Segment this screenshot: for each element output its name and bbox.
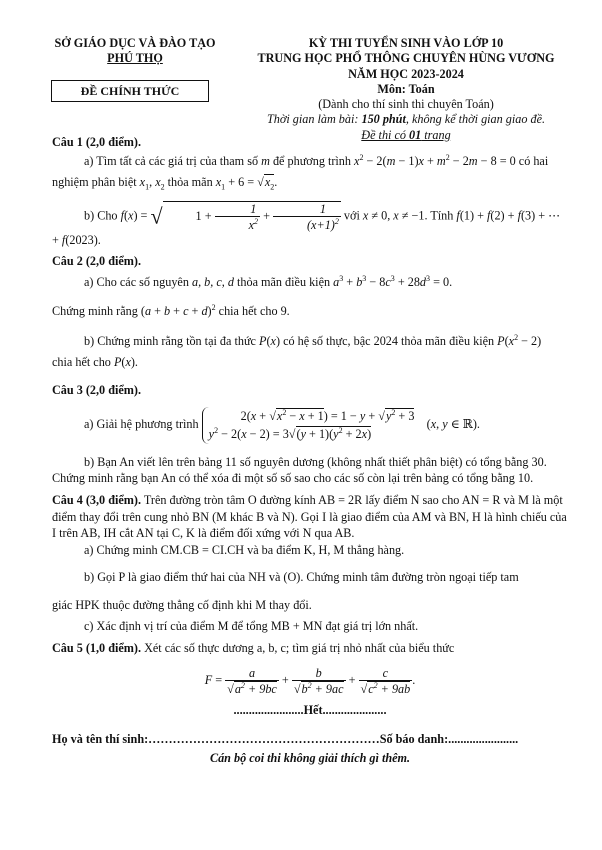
for-whom: (Dành cho thí sinh thi chuyên Toán)	[318, 97, 494, 111]
q2-title: Câu 2 (2,0 điểm).	[52, 253, 142, 268]
q2-a: a) Cho các số nguyên a, b, c, d thỏa mãn điều kiện $a^3 + b^3 - 8c^3 + 28d^3 = 0$.	[84, 274, 453, 290]
time-limit: Thời gian làm bài: 150 phút, không kể thời gian giao đề.	[266, 112, 546, 127]
q5: Câu 5 (1,0 điểm). Xét các số thực dương a, b, c; tìm giá trị nhỏ nhất của biểu thức	[52, 640, 455, 655]
province-name: PHÚ THỌ	[107, 51, 163, 66]
q4-c: c) Xác định vị trí của điểm M để tổng MB + MN đạt giá trị lớn nhất.	[84, 619, 419, 634]
q4-b: b) Gọi P là giao điểm thứ hai của NH và (O). Chứng minh tâm đường tròn ngoại tiếp tam	[84, 570, 519, 585]
q2-b: b) Chứng minh rằng tồn tại đa thức P(x) có hệ số thực, bậc 2024 thỏa mãn điều kiện $P(x^2 - 2)$	[84, 333, 542, 349]
q1-title: Câu 1 (2,0 điểm).	[52, 135, 142, 149]
q1-b: b) Cho f(x) = √ 1 + $\frac{1}{x^2}$ + $\frac{1}{(x+1)^2}$ với x ≠ 0, x ≠ −1. Tính f(1) + f(2) + f(3) + ⋯ + f(2023).	[52, 202, 561, 248]
q4-intro: Câu 4 (3,0 điểm). Trên đường tròn tâm O đường kính AB = 2R lấy điểm N sao cho AN = R và M là một điểm thay đổi trên cung nhỏ BN (M khác B và N). Gọi I là giao điểm của AM và BN, H là hình chiếu của I trên AB, IH cắt AN tại C, K là điểm đối xứng với N qua AB.	[52, 493, 567, 541]
q2-b-cont: chia hết cho P(x).	[52, 354, 138, 369]
exam-header	[236, 36, 576, 143]
department-header	[40, 36, 230, 67]
q4-b-cont: giác HPK thuộc đường thẳng cố định khi M thay đổi.	[52, 597, 312, 612]
department-name: SỞ GIÁO DỤC VÀ ĐÀO TẠO	[54, 36, 216, 50]
q1-a-cont: nghiệm phân biệt $x_1$, $x_2$ thỏa mãn $x_1 + 6 = √x_2$.	[52, 175, 278, 192]
candidate-info-line: Họ và tên thí sinh:…………………………………………………Số báo danh:.......................	[52, 732, 519, 746]
official-exam-box: ĐỀ CHÍNH THỨC	[51, 80, 209, 102]
q4-a: a) Chứng minh CM.CB = CI.CH và ba điểm K, H, M thẳng hàng.	[84, 542, 405, 557]
q3-b: b) Bạn An viết lên trên bảng 11 số nguyên dương (không nhất thiết phân biệt) có tổng bằng 30. Chứng minh rằng bạn An có thể xóa đi một số số sao cho các số còn lại trên bảng có tổng bằng 10.	[52, 454, 547, 486]
q3-title: Câu 3 (2,0 điểm).	[52, 383, 142, 398]
school-name: TRUNG HỌC PHỔ THÔNG CHUYÊN HÙNG VƯƠNG	[257, 51, 555, 66]
end-mark: .......................Hết.....................	[233, 703, 387, 718]
q5-formula: F = $\frac{a}{√a^2 + 9bc}$ + $\frac{b}{√b^2 + 9ac}$ + $\frac{c}{√c^2 + 9ab}$ .	[204, 666, 416, 697]
school-year: NĂM HỌC 2023-2024	[348, 66, 464, 81]
equation-system: $2(x + √x^2 - x + 1) = 1 - y + √y^2 + 3$ $y^2 - 2(x - 2) = 3√(y + 1)(y^2 + 2x)$	[202, 407, 415, 444]
subject: Môn: Toán	[377, 81, 435, 96]
q3-a: a) Giải hệ phương trình $2(x + √x^2 - x + 1) = 1 - y + √y^2 + 3$ $y^2 - 2(x - 2) = 3√(y + 1)(y^2 + 2x)$ (x, y ∈ ℝ).	[52, 407, 568, 444]
exam-title: KỲ THI TUYỂN SINH VÀO LỚP 10	[308, 36, 504, 50]
q1-a: a) Tìm tất cả các giá trị của tham số m để phương trình $x^2 - 2(m - 1)x + m^2 - 2m - 8 = 0$ có hai	[84, 153, 549, 169]
q2-a-cont: Chứng minh rằng $(a + b + c + d)^2$ chia hết cho 9.	[52, 302, 290, 318]
exam-body	[52, 134, 568, 719]
page-count: Đề thi có 01 trang	[361, 127, 451, 142]
proctor-note: Cán bộ coi thi không giải thích gì thêm.	[209, 751, 411, 765]
